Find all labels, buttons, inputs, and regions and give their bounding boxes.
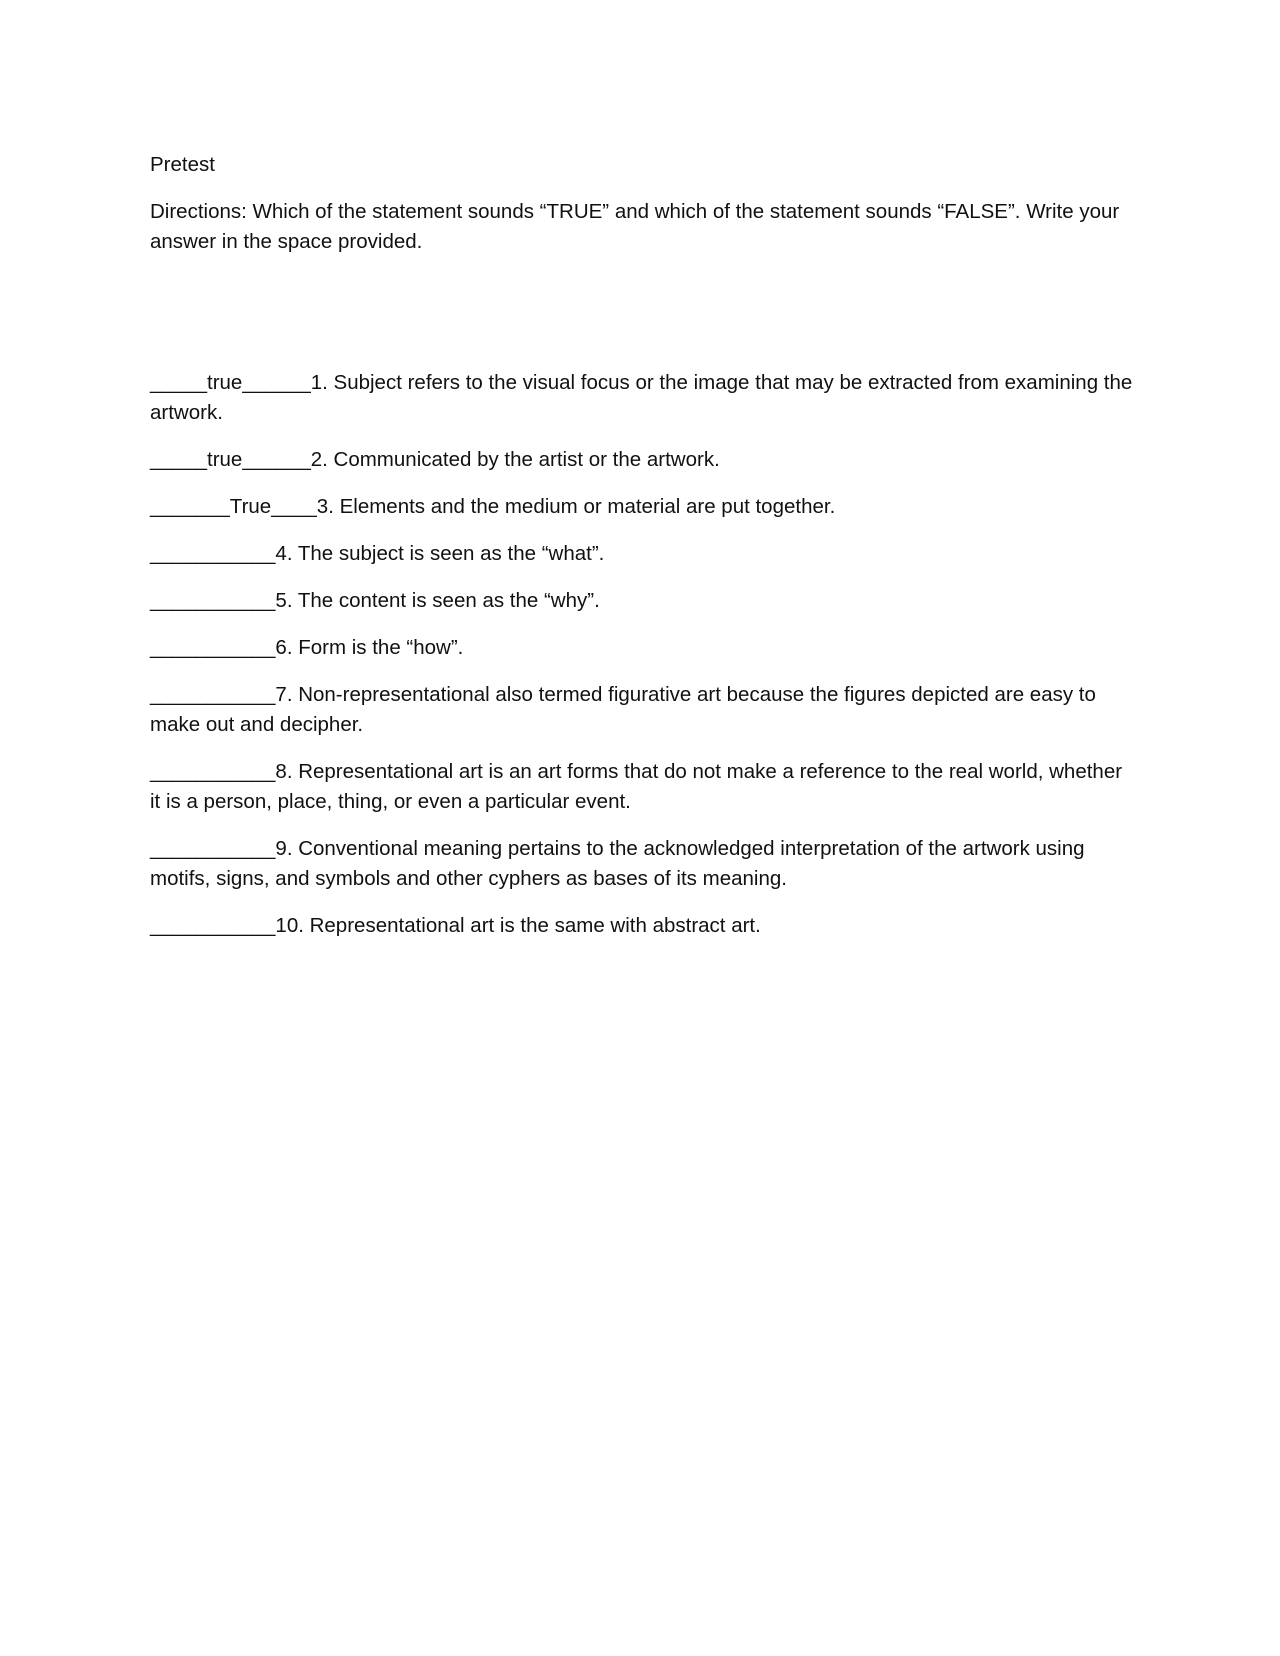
question-item-10: ___________10. Representational art is the same with abstract art.	[150, 914, 761, 937]
document-title: Pretest	[150, 153, 215, 176]
question-item-2: _____true______2. Communicated by the artist or the artwork.	[150, 448, 720, 471]
question-item-4: ___________4. The subject is seen as the “what”.	[150, 542, 605, 565]
directions-text: Directions: Which of the statement sounds “TRUE” and which of the statement sounds “FALSE”. Write your answer in the space provided.	[150, 200, 1120, 253]
question-item-3: _______True____3. Elements and the medium or material are put together.	[150, 495, 836, 518]
blank-space	[150, 257, 1135, 368]
question-item-1: _____true______1. Subject refers to the visual focus or the image that may be extracted from examining the artwork.	[150, 371, 1133, 424]
question-item-8: ___________8. Representational art is an art forms that do not make a reference to the real world, whether it is a person, place, thing, or even a particular event.	[150, 760, 1123, 813]
question-item-9: ___________9. Conventional meaning pertains to the acknowledged interpretation of the artwork using motifs, signs, and symbols and other cyphers as bases of its meaning.	[150, 837, 1085, 890]
question-item-7: ___________7. Non-representational also termed figurative art because the figures depicted are easy to make out and decipher.	[150, 683, 1096, 736]
question-item-6: ___________6. Form is the “how”.	[150, 636, 464, 659]
document-content	[150, 150, 1135, 958]
question-item-5: ___________5. The content is seen as the “why”.	[150, 589, 600, 612]
